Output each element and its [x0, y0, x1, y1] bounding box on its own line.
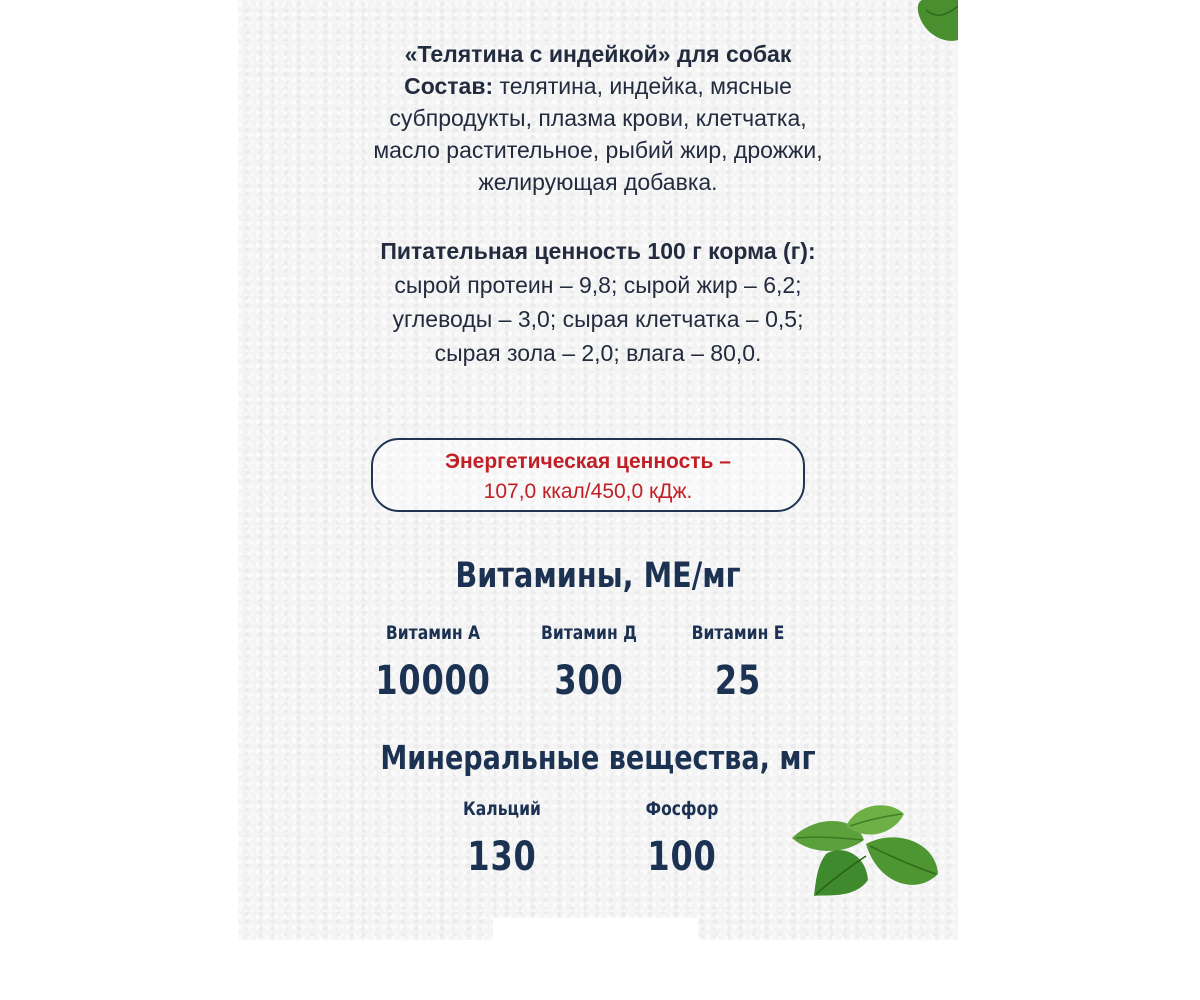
mineral-phosphorus — [612, 798, 752, 880]
vitamin-a-label: Витамин А — [385, 622, 481, 644]
nutrition-line-2: углеводы – 3,0; сырая клетчатка – 0,5; — [392, 306, 804, 332]
nutrition-block — [238, 234, 958, 370]
phosphorus-label: Фосфор — [645, 798, 719, 820]
energy-value: 107,0 ккал/450,0 кДж. — [483, 480, 693, 503]
basil-leaf-icon — [786, 800, 946, 910]
composition-block — [238, 38, 958, 198]
vitamin-d-label: Витамин Д — [540, 622, 638, 644]
bottom-strip — [493, 918, 698, 948]
vitamin-a — [358, 622, 508, 704]
composition-line-3: масло растительное, рыбий жир, дрожжи, — [373, 137, 823, 163]
calcium-value: 130 — [467, 834, 537, 880]
composition-line-2: субпродукты, плазма крови, клетчатка, — [389, 105, 807, 131]
energy-box — [371, 438, 805, 512]
vitamin-e — [663, 622, 813, 704]
vitamins-title: Витамины, МЕ/мг — [455, 556, 741, 596]
basil-leaf-icon — [914, 0, 958, 44]
energy-title: Энергетическая ценность – — [445, 450, 731, 473]
vitamin-e-value: 25 — [714, 658, 762, 704]
vitamin-e-label: Витамин Е — [691, 622, 785, 644]
vitamin-a-value: 10000 — [375, 658, 491, 704]
composition-text-1: телятина, индейка, мясные — [499, 73, 792, 99]
composition-line-1 — [238, 70, 958, 102]
nutrition-card — [238, 0, 958, 940]
nutrition-line-3: сырая зола – 2,0; влага – 80,0. — [434, 340, 762, 366]
vitamin-d-value: 300 — [554, 658, 624, 704]
nutrition-line-1: сырой протеин – 9,8; сырой жир – 6,2; — [394, 272, 802, 298]
vitamin-d — [514, 622, 664, 704]
nutrition-title: Питательная ценность 100 г корма (г): — [380, 238, 816, 264]
composition-line-4: желирующая добавка. — [478, 169, 718, 195]
product-title: «Телятина с индейкой» для собак — [404, 41, 792, 67]
mineral-calcium — [432, 798, 572, 880]
phosphorus-value: 100 — [647, 834, 717, 880]
calcium-label: Кальций — [463, 798, 541, 820]
composition-label: Состав: — [404, 73, 494, 99]
minerals-title: Минеральные вещества, мг — [380, 738, 816, 777]
